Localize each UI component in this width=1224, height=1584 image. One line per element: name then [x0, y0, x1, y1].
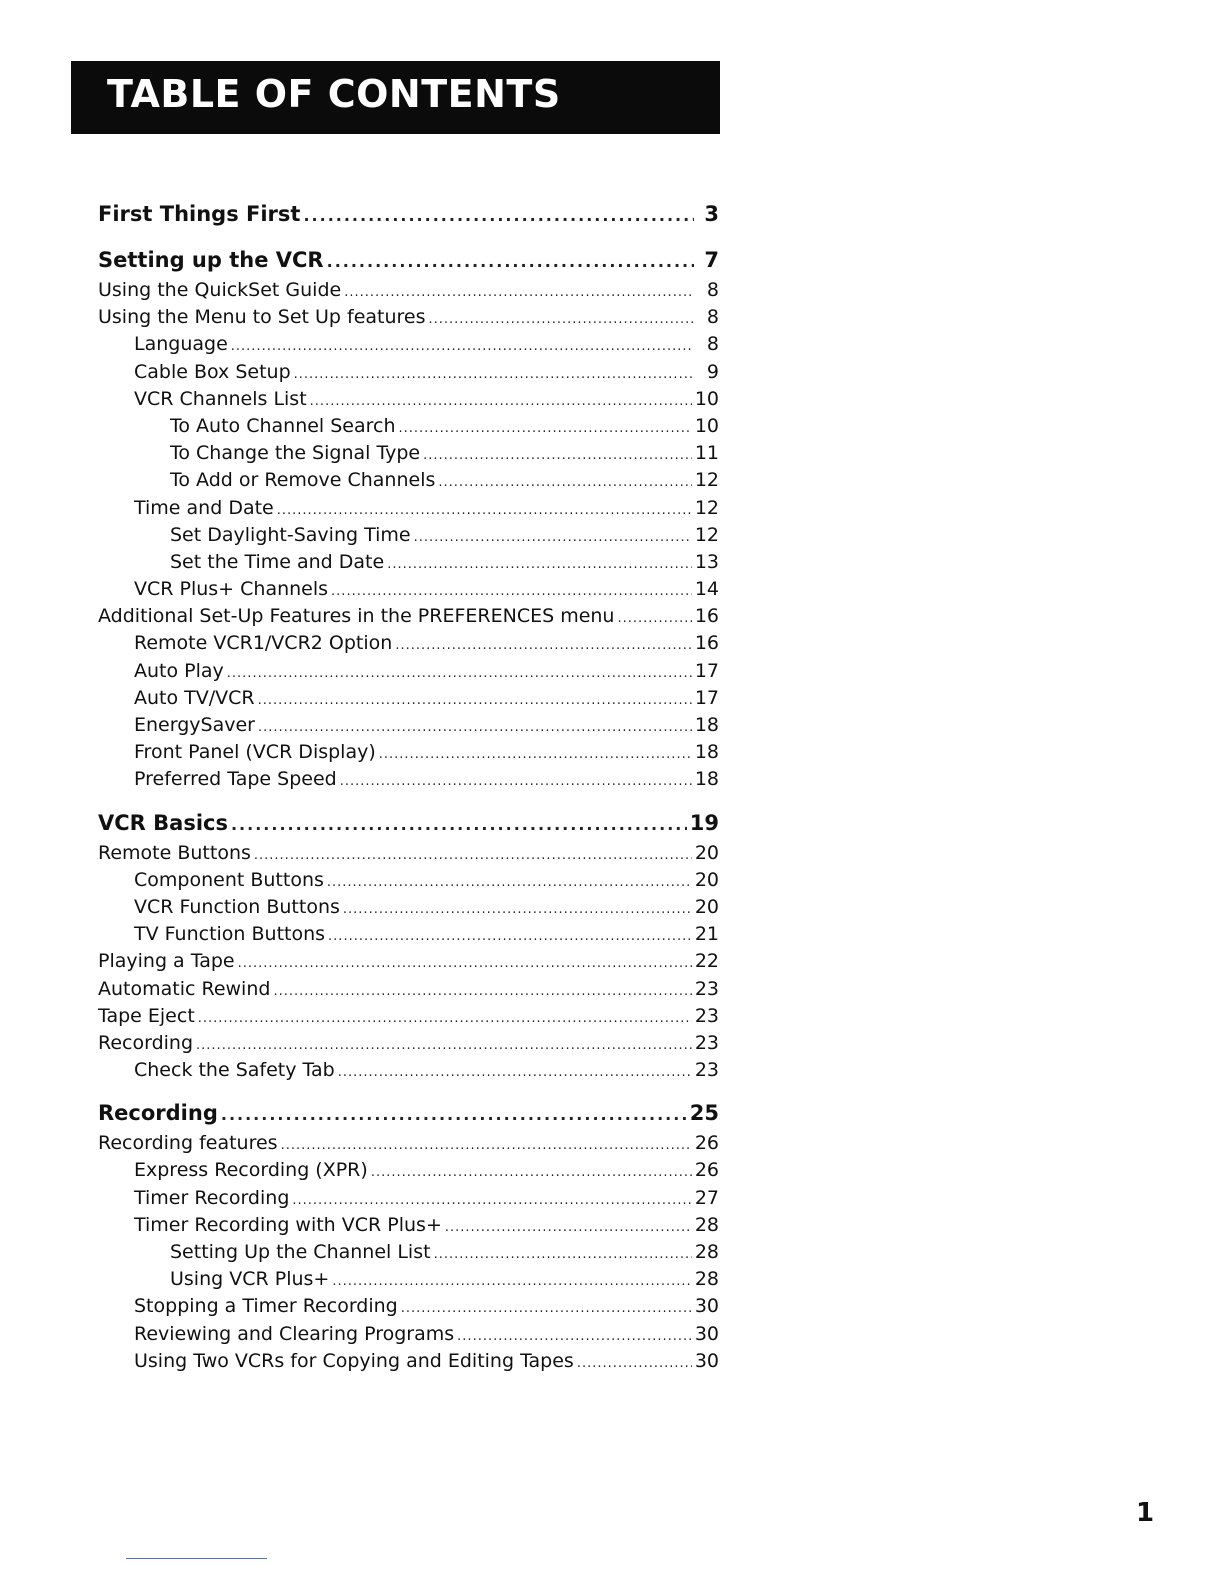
toc-section-heading	[98, 197, 719, 231]
toc-entry-title: EnergySaver	[134, 714, 255, 736]
toc-entry-page: 28	[694, 1213, 719, 1236]
dot-leader	[327, 869, 692, 896]
toc-entry	[98, 1348, 719, 1375]
toc-entry-page: 22	[694, 950, 719, 973]
dot-leader	[227, 660, 692, 687]
toc-section-heading	[98, 806, 719, 840]
toc-entry-title: Recording	[98, 1031, 194, 1054]
dot-leader	[231, 333, 694, 360]
toc-entry	[98, 522, 719, 549]
toc-entry	[98, 549, 719, 576]
dot-leader	[434, 1241, 692, 1268]
dot-leader	[379, 741, 692, 768]
toc-entry-page: 8	[706, 306, 719, 329]
toc-entry-title: First Things First	[98, 202, 301, 226]
dot-leader	[294, 361, 694, 388]
dot-leader	[438, 469, 691, 496]
toc-entry	[98, 1185, 719, 1212]
toc-entry-title: To Auto Channel Search	[170, 414, 396, 437]
toc-entry-page: 9	[706, 360, 719, 383]
toc-entry	[98, 921, 719, 948]
toc-entry	[98, 495, 719, 522]
toc-entry-page: 8	[706, 279, 719, 301]
dot-leader	[221, 1098, 687, 1132]
dot-leader	[371, 1159, 692, 1186]
toc-entry	[98, 1003, 719, 1030]
toc-entry	[98, 277, 719, 304]
toc-entry-title: Playing a Tape	[98, 950, 235, 973]
toc-entry	[98, 413, 719, 440]
toc-entry-page: 30	[694, 1322, 719, 1345]
toc-entry	[98, 359, 719, 386]
toc-entry-page: 8	[706, 333, 719, 356]
toc-entry	[98, 1157, 719, 1184]
toc-entry	[98, 1266, 719, 1293]
toc-entry-title: Auto Play	[134, 659, 224, 682]
toc-entry-page: 11	[694, 442, 719, 465]
toc-entry	[98, 467, 719, 494]
toc-entry-page: 21	[694, 923, 719, 946]
toc-entry	[98, 576, 719, 603]
toc-entry	[98, 840, 719, 867]
toc-entry-title: Additional Set-Up Features in the PREFERENCES menu	[98, 605, 615, 628]
toc-entry-title: Using Two VCRs for Copying and Editing Tapes	[134, 1349, 574, 1372]
toc-entry-title: Auto TV/VCR	[134, 686, 255, 709]
toc-entry	[98, 739, 719, 766]
dot-leader	[429, 306, 694, 333]
toc-entry	[98, 712, 719, 739]
toc-entry	[98, 948, 719, 975]
toc-entry-title: Remote VCR1/VCR2 Option	[134, 632, 393, 655]
dot-leader	[273, 978, 691, 1005]
toc-entry	[98, 1212, 719, 1239]
toc-entry-page: 13	[694, 550, 719, 573]
dot-leader	[332, 1268, 691, 1295]
dot-leader	[328, 923, 692, 950]
toc-entry	[98, 1239, 719, 1266]
toc-entry-title: VCR Plus+ Channels	[134, 578, 329, 601]
dot-leader	[617, 605, 691, 632]
title-banner	[71, 61, 720, 134]
toc-section-heading	[98, 243, 719, 277]
dot-leader	[387, 551, 692, 578]
dot-leader	[395, 632, 692, 659]
toc-entry-page: 30	[694, 1349, 719, 1372]
dot-leader	[401, 1295, 692, 1322]
dot-leader	[231, 808, 687, 842]
dot-leader	[310, 388, 692, 415]
toc-entry	[98, 1293, 719, 1320]
toc-entry	[98, 386, 719, 413]
dot-leader	[577, 1350, 692, 1377]
toc-entry-page: 10	[694, 387, 719, 410]
toc-entry-title: To Change the Signal Type	[170, 442, 421, 465]
toc-entry-title: Preferred Tape Speed	[134, 768, 337, 791]
toc-entry-page: 27	[694, 1186, 719, 1209]
dot-leader	[238, 950, 692, 977]
toc-entry-page: 23	[694, 977, 719, 1000]
toc-entry-title: Set the Time and Date	[170, 550, 385, 573]
dot-leader	[281, 1132, 692, 1159]
toc-entry-title: Check the Safety Tab	[134, 1059, 335, 1082]
toc-entry-page: 14	[694, 578, 719, 601]
toc-entry-title: Recording	[98, 1101, 218, 1126]
toc-entry-title: Timer Recording	[134, 1186, 290, 1209]
toc-entry-page: 12	[694, 496, 719, 519]
toc-entry-title: Reviewing and Clearing Programs	[134, 1322, 455, 1345]
toc-entry-page: 18	[694, 714, 719, 736]
toc-entry-title: Tape Eject	[98, 1004, 195, 1027]
toc-entry-title: VCR Function Buttons	[134, 895, 340, 918]
toc-entry-title: Remote Buttons	[98, 841, 251, 864]
toc-entry-page: 25	[689, 1101, 719, 1126]
toc-entry-page: 3	[704, 202, 719, 226]
toc-entry	[98, 894, 719, 921]
dot-leader	[343, 896, 692, 923]
dot-leader	[340, 768, 692, 795]
toc-entry	[98, 867, 719, 894]
toc-entry-page: 28	[694, 1241, 719, 1263]
toc-entry-page: 16	[694, 632, 719, 655]
dot-leader	[344, 279, 694, 306]
dot-leader	[258, 714, 692, 741]
toc-entry-page: 20	[694, 895, 719, 918]
toc-entry-title: Component Buttons	[134, 868, 324, 891]
toc-entry	[98, 976, 719, 1003]
toc-entry	[98, 766, 719, 793]
toc-entry-page: 30	[694, 1295, 719, 1318]
toc-entry-title: Express Recording (XPR)	[134, 1159, 368, 1182]
toc-entry	[98, 658, 719, 685]
page-title: TABLE OF CONTENTS	[107, 72, 561, 116]
toc-entry-page: 18	[694, 741, 719, 764]
dot-leader	[338, 1059, 692, 1086]
toc-entry-page: 17	[694, 659, 719, 682]
toc-entry-title: Timer Recording with VCR Plus+	[134, 1213, 442, 1236]
toc-entry-title: Using VCR Plus+	[170, 1268, 330, 1291]
dot-leader	[258, 687, 692, 714]
toc-entry-title: Language	[134, 333, 228, 356]
toc-entry-page: 16	[694, 605, 719, 628]
toc-entry	[98, 685, 719, 712]
toc-entry	[98, 1321, 719, 1348]
dot-leader	[277, 497, 692, 524]
toc-entry-title: Time and Date	[134, 496, 274, 519]
dot-leader	[445, 1214, 692, 1241]
toc-entry-title: TV Function Buttons	[134, 923, 326, 946]
toc-entry-title: Setting Up the Channel List	[170, 1241, 431, 1263]
dot-leader	[254, 842, 692, 869]
toc-entry-page: 20	[694, 841, 719, 864]
toc-entry	[98, 304, 719, 331]
toc-entry-page: 28	[694, 1268, 719, 1291]
toc-entry-title: VCR Channels List	[134, 387, 307, 410]
toc-entry	[98, 1030, 719, 1057]
toc-entry-title: Using the QuickSet Guide	[98, 279, 342, 301]
dot-leader	[399, 415, 692, 442]
toc-entry-page: 12	[694, 469, 719, 492]
toc-entry-title: Set Daylight-Saving Time	[170, 523, 411, 546]
dot-leader	[303, 199, 694, 233]
toc-entry-title: Recording features	[98, 1132, 278, 1155]
toc-entry	[98, 331, 719, 358]
dot-leader	[292, 1187, 691, 1214]
toc-entry-page: 26	[694, 1159, 719, 1182]
toc-entry	[98, 603, 719, 630]
toc-entry-title: Setting up the VCR	[98, 248, 324, 272]
toc-entry-title: Front Panel (VCR Display)	[134, 741, 376, 764]
toc-entry	[98, 440, 719, 467]
toc-entry-page: 17	[694, 686, 719, 709]
footer-rule	[126, 1558, 267, 1559]
toc-entry-title: Using the Menu to Set Up features	[98, 306, 426, 329]
toc-entry-page: 10	[694, 414, 719, 437]
toc-entry-page: 18	[694, 768, 719, 791]
dot-leader	[457, 1323, 692, 1350]
dot-leader	[423, 442, 692, 469]
dot-leader	[327, 245, 694, 279]
toc-entry-page: 7	[704, 248, 719, 272]
toc-entry-page: 20	[694, 868, 719, 891]
toc-entry-page: 19	[689, 810, 719, 835]
toc-entry-title: To Add or Remove Channels	[170, 469, 436, 492]
toc-entry-title: Cable Box Setup	[134, 360, 291, 383]
dot-leader	[196, 1032, 692, 1059]
toc-entry-page: 26	[694, 1132, 719, 1155]
table-of-contents	[98, 197, 719, 1375]
toc-entry-page: 12	[694, 523, 719, 546]
toc-entry-page: 23	[694, 1059, 719, 1082]
dot-leader	[198, 1005, 692, 1032]
toc-entry	[98, 1057, 719, 1084]
toc-entry-page: 23	[694, 1031, 719, 1054]
toc-entry	[98, 1130, 719, 1157]
toc-entry	[98, 630, 719, 657]
dot-leader	[414, 524, 692, 551]
toc-entry-title: Automatic Rewind	[98, 977, 271, 1000]
toc-entry-title: Stopping a Timer Recording	[134, 1295, 398, 1318]
toc-section-heading	[98, 1096, 719, 1130]
dot-leader	[331, 578, 692, 605]
toc-entry-title: VCR Basics	[98, 810, 228, 835]
toc-entry-page: 23	[694, 1004, 719, 1027]
page-number: 1	[1136, 1498, 1155, 1528]
